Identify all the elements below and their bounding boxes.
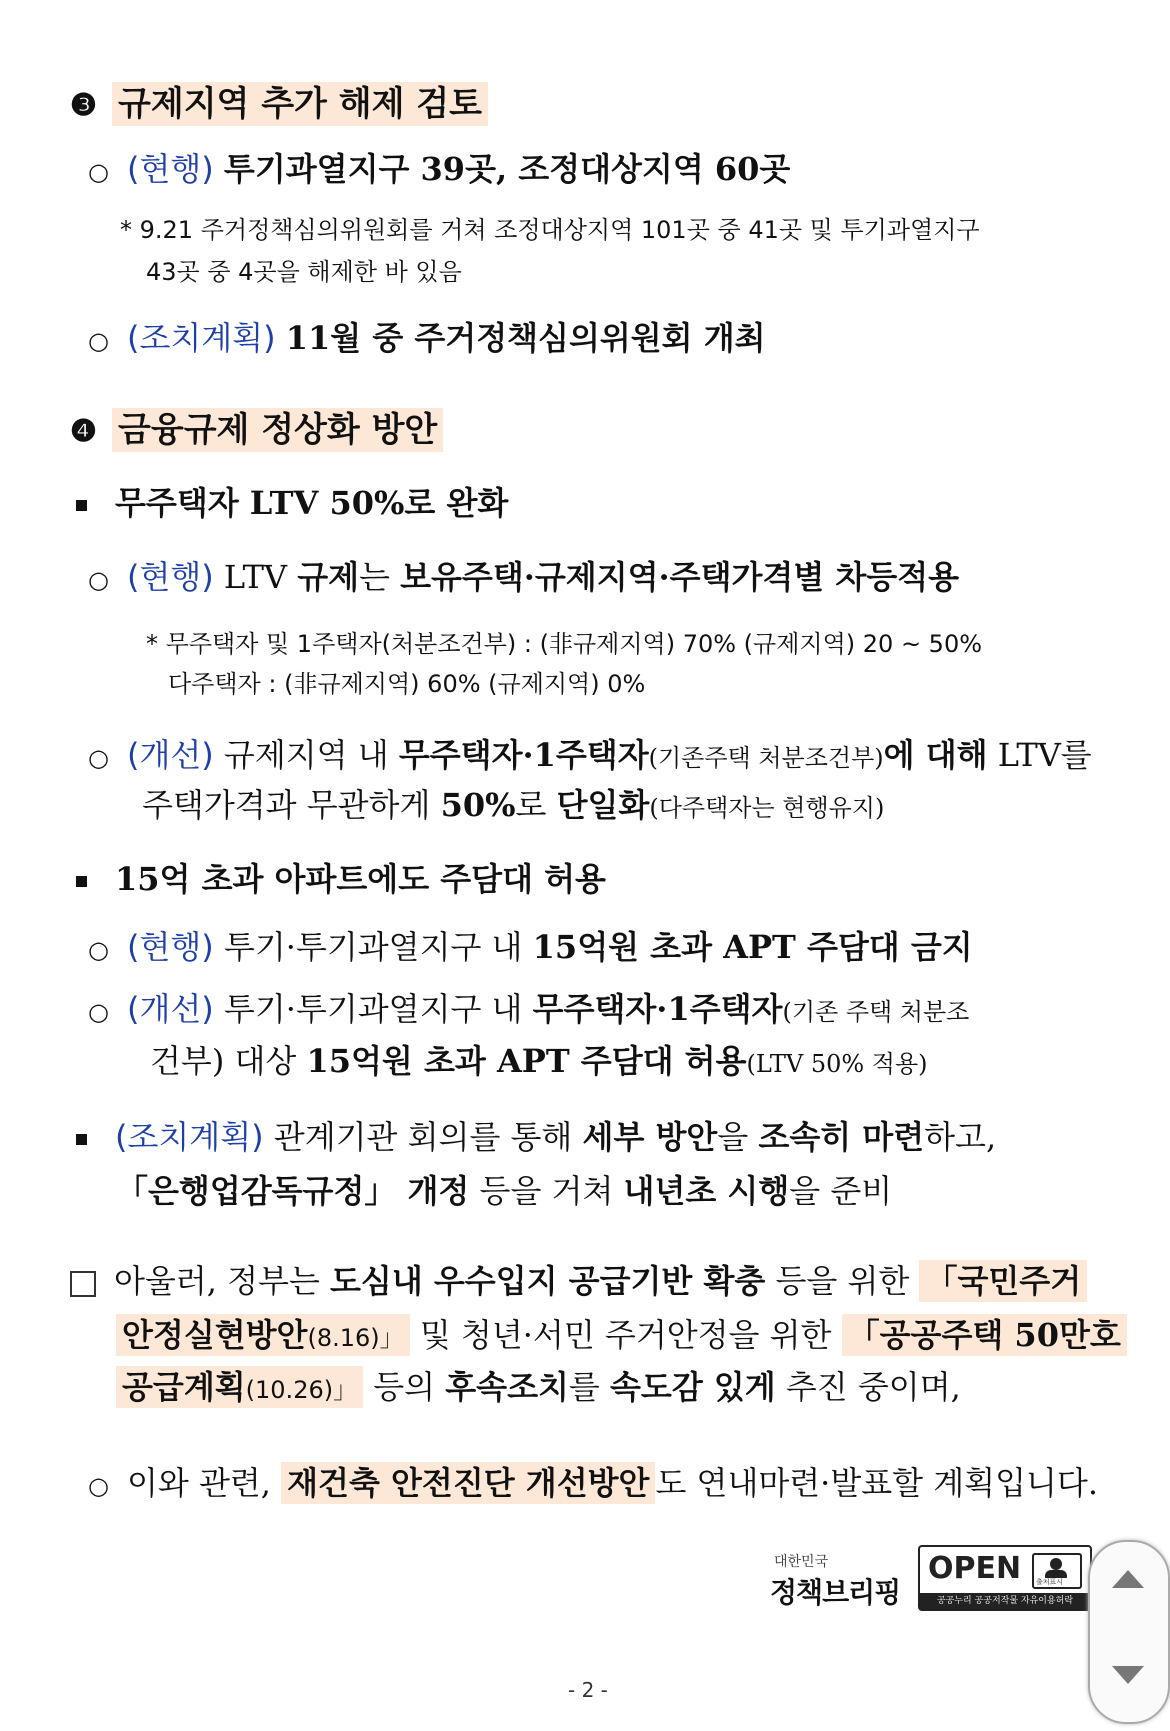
square-bullet-item: 무주택자 LTV 50%로 완화: [76, 478, 508, 524]
square-bullet-icon: [76, 1134, 87, 1145]
policy-briefing-logo: 대한민국 정책브리핑: [770, 1554, 901, 1609]
page-scroll-widget[interactable]: [1088, 1540, 1170, 1724]
section-title: 금융규제 정상화 방안: [112, 408, 443, 452]
footnote: * 9.21 주거정책심의위원회를 거쳐 조정대상지역 101곳 중 41곳 및 투기과열지구: [120, 216, 980, 244]
list-item: ○ (현행) 투기·투기과열지구 내 15억원 초과 APT 주담대 금지: [88, 928, 973, 966]
square-bullet-icon: [76, 876, 87, 887]
section-number: ❹: [70, 414, 97, 449]
list-item: ○ (개선) 규제지역 내 무주택자·1주택자(기존주택 처분조건부)에 대해 LTV를: [88, 736, 1092, 774]
list-item-cont: 주택가격과 무관하게 50%로 단일화(다주택자는 현행유지): [142, 786, 885, 824]
arrow-down-icon[interactable]: [1112, 1666, 1144, 1684]
open-license-badge: OPEN 출처표시 공공누리 공공저작물 자유이용허락: [918, 1545, 1092, 1611]
list-item: ○ (현행) LTV 규제는 보유주택·규제지역·주택가격별 차등적용: [88, 558, 960, 596]
square-bullet-icon: [76, 500, 87, 511]
section-number: ❸: [70, 88, 97, 123]
footnote-cont: 다주택자 : (非규제지역) 60% (규제지역) 0%: [168, 670, 646, 698]
square-bullet-item: (조치계획) 관계기관 회의를 통해 세부 방안을 조속히 마련하고,: [76, 1112, 996, 1158]
list-item-cont: 건부) 대상 15억원 초과 APT 주담대 허용(LTV 50% 적용): [150, 1042, 928, 1080]
section-3-heading: [70, 76, 488, 125]
list-item: ○ (개선) 투기·투기과열지구 내 무주택자·1주택자(기존 주택 처분조: [88, 990, 970, 1028]
paragraph-line: 안정실현방안(8.16)」 및 청년·서민 주거안정을 위한 「공공주택 50만호: [116, 1310, 1127, 1356]
page-number: - 2 -: [568, 1678, 608, 1702]
arrow-up-icon[interactable]: [1112, 1570, 1144, 1588]
footnote: * 무주택자 및 1주택자(처분조건부) : (非규제지역) 70% (규제지역) 20 ~ 50%: [146, 630, 983, 658]
list-item-cont: 「은행업감독규정」 개정 등을 거쳐 내년초 시행을 준비: [116, 1172, 893, 1210]
footnote-cont: 43곳 중 4곳을 해제한 바 있음: [146, 258, 462, 286]
attribution-icon: 출처표시: [1032, 1553, 1082, 1589]
section-title: 규제지역 추가 해제 검토: [112, 82, 488, 126]
list-item: ○ 이와 관련, 재건축 안전진단 개선방안 도 연내마련·발표할 계획입니다.: [88, 1464, 1098, 1502]
paragraph-line: 아울러, 정부는 도심내 우수입지 공급기반 확충 등을 위한 「국민주거: [70, 1256, 1087, 1302]
section-4-heading: [70, 402, 443, 451]
square-bullet-item: 15억 초과 아파트에도 주담대 허용: [76, 854, 606, 900]
paragraph-line: 공급계획(10.26)」 등의 후속조치를 속도감 있게 추진 중이며,: [116, 1362, 961, 1408]
list-item: ○ (조치계획) 11월 중 주거정책심의위원회 개최: [88, 319, 766, 357]
list-item: ○ (현행) 투기과열지구 39곳, 조정대상지역 60곳: [88, 150, 791, 188]
checkbox-bullet-icon: [70, 1271, 96, 1297]
